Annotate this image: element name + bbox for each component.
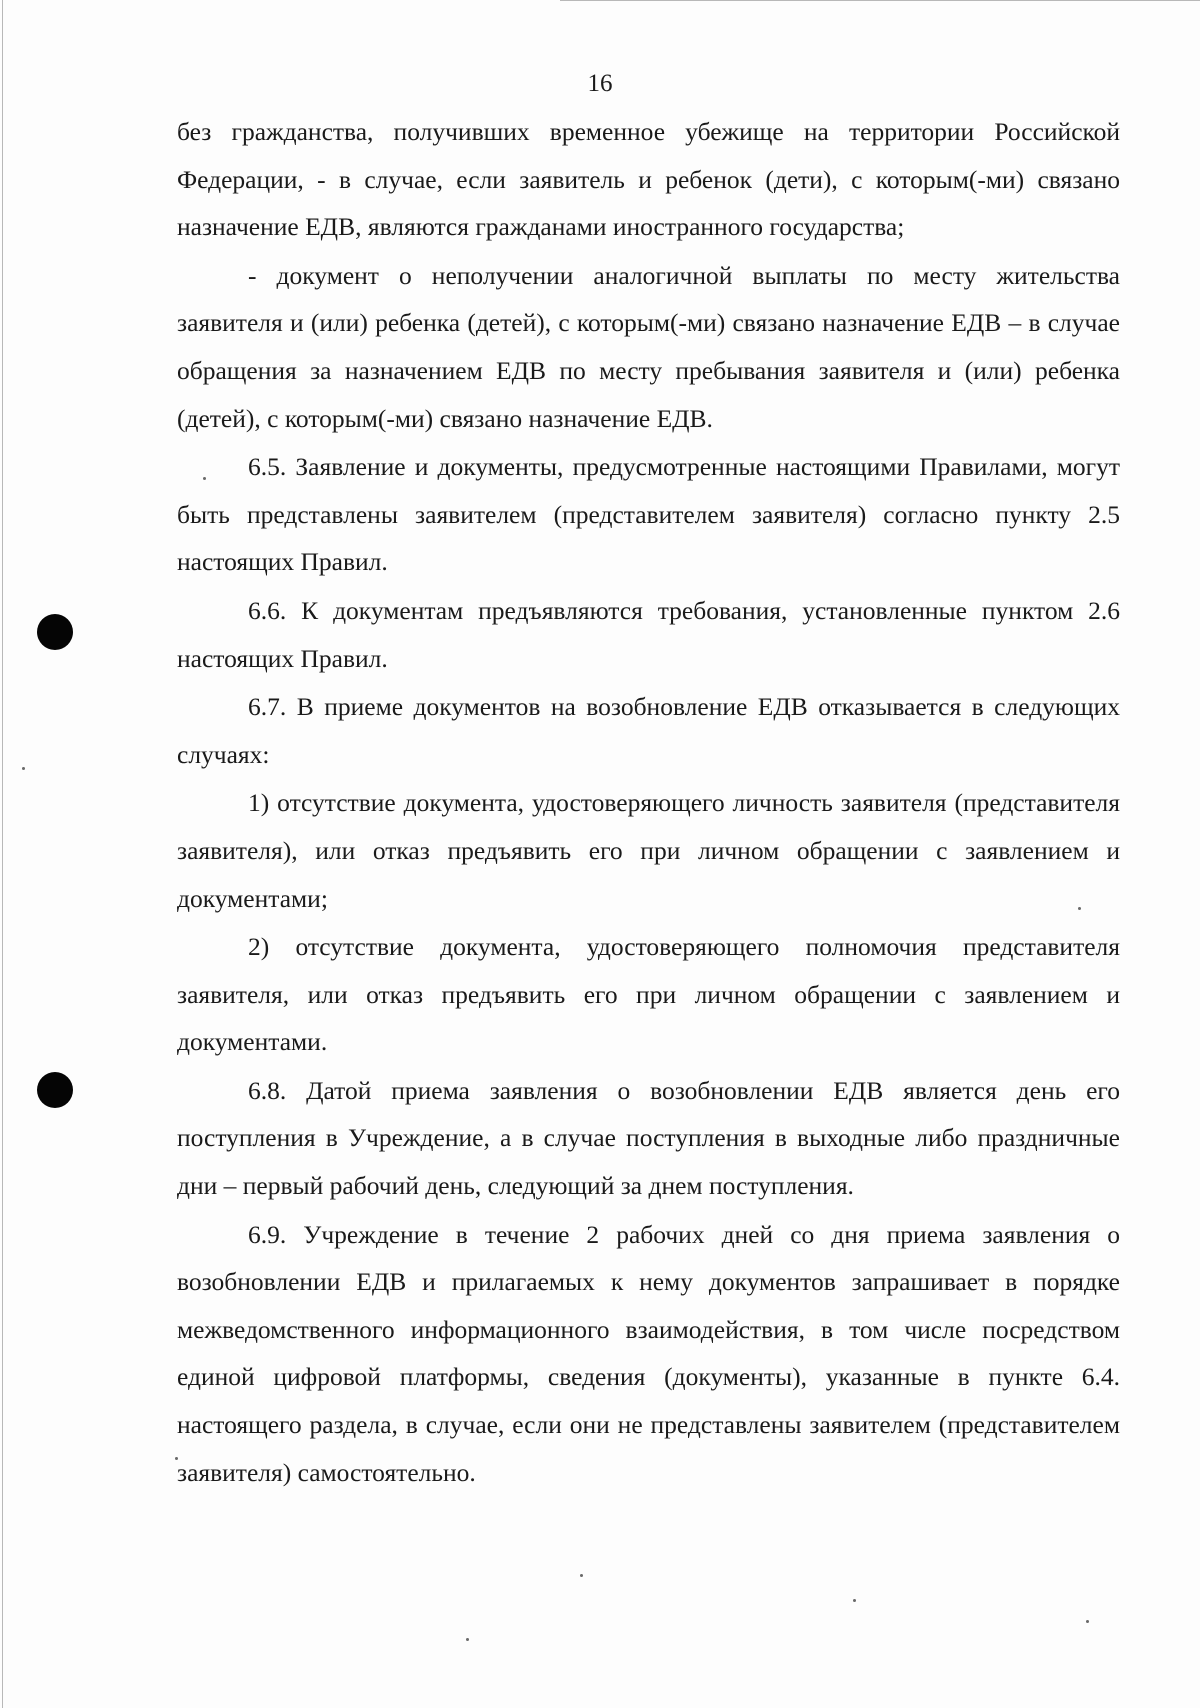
paragraph-clause-6-9: 6.9. Учреждение в течение 2 рабочих дней со дня приема заявления о возобновлении ЕДВ и прилагаемых к нему документов запрашивает в порядке межведомственного информационного взаимодействия, в том числе посредством единой цифровой платформы, сведения (документы), указанные в пункте 6.4. настоящего раздела, в случае, если они не представлены заявителем (представителем заявителя) самостоятельно.	[177, 1219, 1120, 1487]
paragraph-clause-6-8: 6.8. Датой приема заявления о возобновлении ЕДВ является день его поступления в Учреждение, а в случае поступления в выходные либо праздничные дни – первый рабочий день, следующий за днем поступления.	[177, 1075, 1120, 1201]
paragraph-clause-6-7-item-2: 2) отсутствие документа, удостоверяющего полномочия представителя заявителя, или отказ предъявить его при личном обращении с заявлением и документами.	[177, 932, 1120, 1057]
paragraph-clause-6-6: 6.6. К документам предъявляются требования, установленные пунктом 2.6 настоящих Правил.	[177, 595, 1120, 673]
scan-speck	[580, 1574, 583, 1577]
scan-edge-line	[2, 0, 3, 1708]
scan-speck	[853, 1599, 856, 1602]
punch-hole-upper	[37, 614, 73, 650]
scan-speck	[1086, 1620, 1089, 1623]
scan-speck	[22, 767, 25, 770]
document-body	[177, 108, 1120, 1496]
scan-speck	[466, 1638, 469, 1641]
paragraph-continuation: без гражданства, получивших временное убежище на территории Российской Федерации, - в случае, если заявитель и ребенок (дети), с которым(-ми) связано назначение ЕДВ, являются гражданами иностранного государства;	[177, 117, 1120, 242]
paragraph-clause-6-7-item-1: 1) отсутствие документа, удостоверяющего личность заявителя (представителя заявителя), или отказ предъявить его при личном обращении с заявлением и документами;	[177, 788, 1120, 913]
scan-top-edge-line	[560, 0, 1200, 1]
page-number: 16	[587, 70, 613, 97]
punch-hole-lower	[37, 1072, 73, 1108]
paragraph-clause-6-5: 6.5. Заявление и документы, предусмотренные настоящими Правилами, могут быть представлены заявителем (представителем заявителя) согласно пункту 2.5 настоящих Правил.	[177, 452, 1120, 577]
paragraph-clause-6-7: 6.7. В приеме документов на возобновление ЕДВ отказывается в следующих случаях:	[177, 692, 1120, 769]
paragraph-document-non-receipt: - документ о неполучении аналогичной выплаты по месту жительства заявителя и (или) ребенка (детей), с которым(-ми) связано назначение ЕДВ – в случае обращения за назначением ЕДВ по месту пребывания заявителя и (или) ребенка (детей), с которым(-ми) связано назначение ЕДВ.	[177, 260, 1120, 433]
